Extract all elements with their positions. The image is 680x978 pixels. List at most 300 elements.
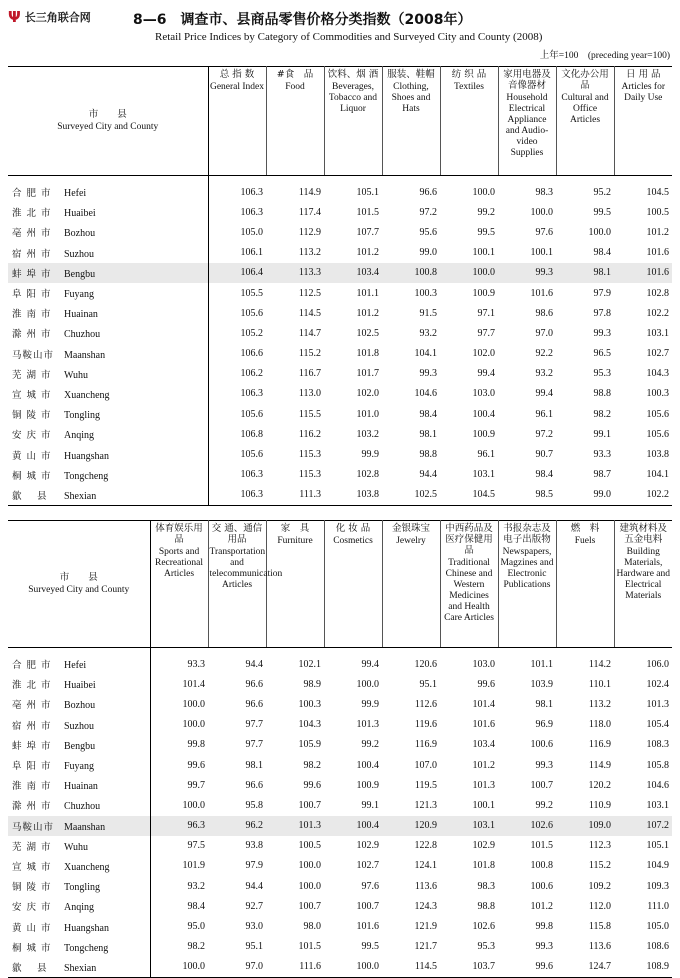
city-name-en: Fuyang [64,289,94,301]
index-value-cell: 119.5 [414,779,437,791]
index-value-cell: 100.9 [472,428,495,440]
index-value-cell: 100.0 [182,961,205,973]
index-value-cell: 103.8 [646,449,669,461]
index-value-cell: 102.1 [298,658,321,670]
index-value-cell: 98.4 [419,408,437,420]
city-cell [8,735,150,755]
index-value-cell: 116.9 [588,739,611,751]
index-value-cell: 99.6 [303,779,321,791]
column-header [440,67,498,176]
index-value-cell: 96.1 [535,408,553,420]
column-header [498,521,556,648]
index-value-cell: 95.2 [593,186,611,198]
city-name-zh: 安 庆 市 [12,430,52,442]
index-value-cell: 100.0 [356,961,379,973]
table-row [8,444,672,464]
index-value-cell: 124.3 [414,900,437,912]
city-name-en: Maanshan [64,349,106,361]
city-name-en: Suzhou [64,720,94,732]
index-value-cell: 100.3 [298,698,321,710]
page-title-en: Retail Price Indices by Category of Commodities and Surveyed City and County (2008) [155,31,543,43]
index-value-cell: 100.8 [530,860,553,872]
index-value-cell: 101.6 [356,921,379,933]
index-value-cell: 105.8 [646,759,669,771]
index-value-cell: 95.1 [245,941,263,953]
index-value-cell: 97.6 [535,226,553,238]
index-value-cell: 104.6 [414,388,437,400]
column-header-en: Clothing, Shoes and Hats [391,82,431,114]
table-row [8,424,672,444]
city-name-zh: 淮 南 市 [12,309,52,321]
price-index-table-2 [8,520,672,978]
table-row [8,957,672,978]
table-row [8,775,672,795]
index-value-cell: 100.3 [414,287,437,299]
index-value-cell: 100.4 [324,816,382,836]
index-value-cell: 96.6 [245,698,263,710]
index-value-cell: 93.2 [187,880,205,892]
table-row [8,648,672,675]
column-header-zh: 纺 织 品 [451,69,487,80]
index-value-cell: 102.4 [646,678,669,690]
city-column-header [8,67,208,176]
index-value-cell: 101.3 [646,698,669,710]
index-value-cell: 120.2 [588,779,611,791]
index-value-cell: 93.0 [245,921,263,933]
index-value-cell: 121.9 [414,921,437,933]
index-value-cell: 113.6 [414,880,437,892]
index-value-cell: 111.6 [299,961,321,973]
index-value-cell: 95.3 [593,368,611,380]
city-cell [8,404,208,424]
index-value-cell: 93.8 [245,840,263,852]
index-value-cell: 104.5 [472,489,495,501]
column-header [440,521,498,648]
column-header-en: Beverages, Tobacco and Liquor [328,82,378,114]
city-column-header [8,521,150,648]
city-header-zh: 市 县 [59,572,98,583]
city-name-zh: 铜 陵 市 [12,410,52,422]
index-value-cell: 105.1 [356,186,379,198]
table-row [8,303,672,323]
column-header [614,521,672,648]
column-header-zh: 体育娱乐用 品 [155,523,213,545]
index-value-cell: 105.0 [646,921,669,933]
index-value-cell: 102.2 [646,489,669,501]
city-name-zh: 淮 南 市 [12,781,52,793]
index-value-cell: 100.7 [530,779,553,791]
index-value-cell: 101.7 [356,368,379,380]
index-value-cell: 98.4 [535,469,553,481]
index-value-cell: 97.7 [477,327,495,339]
city-name-en: Chuzhou [64,329,101,341]
column-header [556,67,619,176]
index-value-cell: 122.8 [414,840,437,852]
column-header-en: Fuels [574,536,596,546]
city-name-zh: 马鞍山市 [12,349,55,361]
index-value-cell: 110.9 [588,799,611,811]
city-name-zh: 黄 山 市 [12,922,52,934]
city-cell [8,896,150,916]
city-name-en: Huainan [64,781,98,793]
index-value-cell: 105.2 [240,327,263,339]
page-title-zh: 8—6 调查市、县商品零售价格分类指数（2008年） [133,12,472,28]
index-value-cell: 99.3 [593,327,611,339]
index-value-cell: 102.9 [472,840,495,852]
index-value-cell: 101.8 [472,860,495,872]
city-name-zh: 黄 山 市 [12,450,52,462]
index-value-cell: 103.1 [472,469,495,481]
table-row [8,876,672,896]
index-value-cell: 100.9 [356,779,379,791]
city-cell [8,283,208,303]
index-value-cell: 97.9 [245,860,263,872]
index-value-cell: 107.0 [414,759,437,771]
index-value-cell: 101.8 [356,348,379,360]
index-value-cell: 99.2 [535,799,553,811]
city-cell [8,222,208,242]
city-name-zh: 亳 州 市 [12,228,52,240]
column-header-en: General Index [209,82,265,92]
city-cell [8,263,208,283]
table-row [8,795,672,815]
index-value-cell: 99.5 [477,226,495,238]
index-value-cell: 103.0 [472,388,495,400]
city-name-en: Wuhu [64,369,89,381]
table-row [8,263,672,283]
column-header-zh: 家 具 [280,523,310,534]
column-header-en: Cosmetics [333,536,373,546]
index-value-cell: 103.2 [356,428,379,440]
column-header [382,67,440,176]
city-name-zh: 马鞍山市 [12,821,55,833]
index-value-cell: 98.2 [303,759,321,771]
column-header-en: Jewelry [396,536,426,546]
index-value-cell: 99.4 [477,368,495,380]
index-value-cell: 115.2 [588,860,611,872]
table-row [8,344,672,364]
index-value-cell: 101.1 [530,658,553,670]
city-name-zh: 阜 阳 市 [12,761,52,773]
city-name-en: Hefei [64,188,87,200]
index-value-cell: 112.0 [588,900,611,912]
city-header-zh: 市 县 [88,109,127,120]
index-value-cell: 107.7 [356,226,379,238]
index-value-cell: 103.1 [440,816,498,836]
index-value-cell: 99.6 [535,961,553,973]
index-value-cell: 93.3 [187,658,205,670]
index-value-cell: 99.2 [477,206,495,218]
unit-note: 上年=100 (preceding year=100) [539,51,670,61]
index-value-cell: 99.8 [187,739,205,751]
column-header-zh: 总 指 数 [219,69,255,80]
column-header-zh: 饮料、烟 酒 [327,69,379,80]
index-value-cell: 101.6 [646,247,669,259]
index-value-cell: 104.1 [414,348,437,360]
index-value-cell: 102.0 [356,388,379,400]
column-header-zh: 日 用 品 [625,69,661,80]
index-value-cell: 100.1 [472,799,495,811]
city-name-zh: 蚌 埠 市 [12,268,52,280]
table-row [8,404,672,424]
city-cell [8,384,208,404]
index-value-cell: 95.0 [187,921,205,933]
index-value-cell: 114.9 [588,759,611,771]
table-row [8,937,672,957]
index-value-cell: 117.4 [298,206,321,218]
index-value-cell: 109.0 [556,816,614,836]
index-value-cell: 101.4 [182,678,205,690]
index-value-cell: 98.3 [477,880,495,892]
index-value-cell: 98.2 [593,408,611,420]
index-value-cell: 112.3 [588,840,611,852]
logo-icon: Ψ [8,8,21,26]
table-row [8,323,672,343]
city-cell [8,323,208,343]
index-value-cell: 114.9 [298,186,321,198]
table-row [8,283,672,303]
index-value-cell: 118.0 [588,719,611,731]
index-value-cell: 101.3 [266,816,324,836]
city-cell [8,775,150,795]
index-value-cell: 105.6 [646,408,669,420]
index-value-cell: 114.7 [298,327,321,339]
index-value-cell: 96.6 [245,678,263,690]
index-value-cell: 101.5 [298,941,321,953]
index-value-cell: 124.7 [588,961,611,973]
city-name-en: Hefei [64,660,87,672]
city-name-en: Suzhou [64,248,94,260]
column-header-en: Newspapers, Magzines and Electronic Publications [500,547,554,590]
index-value-cell: 99.9 [361,698,379,710]
logo-text: 长三角联合网 [24,11,91,24]
index-value-cell: 109.3 [646,880,669,892]
table-header-row [8,67,672,176]
city-name-zh: 滁 州 市 [12,329,52,341]
city-name-en: Anqing [64,430,94,442]
index-value-cell: 105.6 [240,449,263,461]
index-value-cell: 94.4 [419,469,437,481]
index-value-cell: 99.4 [361,658,379,670]
column-header [382,521,440,648]
index-value-cell: 100.5 [646,206,669,218]
index-value-cell: 98.0 [303,921,321,933]
column-header-en: Textiles [454,82,484,92]
city-cell [8,836,150,856]
column-header-en: Transportation and telecommunication Articles [209,547,283,590]
city-name-en: Chuzhou [64,801,101,813]
column-header-en: Household Electrical Appliance and Audio-video Supplies [505,93,549,158]
city-cell [8,856,150,876]
index-value-cell: 102.8 [646,287,669,299]
index-value-cell: 104.3 [646,368,669,380]
index-value-cell: 103.0 [472,658,495,670]
index-value-cell: 101.0 [356,408,379,420]
index-value-cell: 95.8 [245,799,263,811]
index-value-cell: 103.7 [472,961,495,973]
column-header-zh: 家用电器及音像器材 [503,69,551,91]
index-value-cell: 111.0 [647,900,669,912]
index-value-cell: 99.3 [535,941,553,953]
index-value-cell: 99.4 [535,388,553,400]
index-value-cell: 120.9 [382,816,440,836]
column-header-zh: 燃 料 [570,523,600,534]
index-value-cell: 98.8 [477,900,495,912]
index-value-cell: 112.9 [298,226,321,238]
column-header [614,67,672,176]
city-name-en: Shexian [64,490,97,502]
index-value-cell: 115.2 [298,348,321,360]
city-cell [8,715,150,735]
city-name-en: Xuancheng [64,861,110,873]
index-value-cell: 101.2 [356,247,379,259]
index-value-cell: 106.3 [240,186,263,198]
city-cell [8,465,208,485]
index-value-cell: 108.9 [646,961,669,973]
index-value-cell: 101.6 [530,287,553,299]
index-value-cell: 93.2 [419,327,437,339]
index-value-cell: 101.4 [472,698,495,710]
city-name-zh: 芜 湖 市 [12,369,52,381]
index-value-cell: 98.4 [593,247,611,259]
index-value-cell: 99.5 [593,206,611,218]
index-value-cell: 103.9 [530,678,553,690]
column-header-zh: 服装、鞋帽 [387,69,435,80]
table-row [8,816,672,836]
index-value-cell: 99.6 [187,759,205,771]
city-header-en: Surveyed City and County [28,585,130,595]
index-value-cell: 96.3 [150,816,208,836]
index-value-cell: 124.1 [414,860,437,872]
city-name-en: Shexian [64,962,97,974]
table-row [8,735,672,755]
city-header-en: Surveyed City and County [57,122,159,132]
column-header [208,521,283,648]
index-value-cell: 103.1 [646,799,669,811]
column-header-en: Furniture [277,536,313,546]
index-value-cell: 116.2 [298,428,321,440]
table-row [8,384,672,404]
index-value-cell: 107.2 [614,816,672,836]
index-value-cell: 101.3 [472,779,495,791]
index-value-cell: 96.1 [477,449,495,461]
city-cell [8,795,150,815]
index-value-cell: 97.7 [245,719,263,731]
index-value-cell: 108.3 [646,739,669,751]
index-value-cell: 102.0 [472,348,495,360]
index-value-cell: 98.1 [419,428,437,440]
index-value-cell: 100.6 [530,739,553,751]
city-cell [8,648,150,675]
index-value-cell: 106.6 [240,348,263,360]
index-value-cell: 106.3 [240,489,263,501]
index-value-cell: 100.0 [588,226,611,238]
city-cell [8,243,208,263]
index-value-cell: 99.0 [419,247,437,259]
index-value-cell: 102.9 [356,840,379,852]
city-cell [8,364,208,384]
city-name-zh: 亳 州 市 [12,700,52,712]
index-value-cell: 105.6 [646,428,669,440]
index-value-cell: 99.7 [187,779,205,791]
index-value-cell: 103.4 [324,263,382,283]
column-header-en: Articles for Daily Use [621,82,666,103]
column-header-zh: 金银珠宝 [391,523,430,534]
index-value-cell: 100.0 [182,799,205,811]
index-value-cell: 104.3 [298,719,321,731]
index-value-cell: 119.6 [414,719,437,731]
city-name-en: Tongcheng [64,470,109,482]
city-name-en: Anqing [64,902,94,914]
index-value-cell: 97.6 [361,880,379,892]
index-value-cell: 116.9 [414,739,437,751]
index-value-cell: 113.6 [588,941,611,953]
city-name-zh: 安 庆 市 [12,902,52,914]
city-name-en: Bozhou [64,700,96,712]
index-value-cell: 97.0 [535,327,553,339]
column-header-en: Building Materials, Hardware and Electrical Materials [616,547,671,601]
table-header-row [8,521,672,648]
index-value-cell: 98.8 [419,449,437,461]
column-header [150,521,213,648]
index-value-cell: 100.9 [472,287,495,299]
index-value-cell: 102.2 [646,307,669,319]
index-value-cell: 105.6 [240,408,263,420]
index-value-cell: 101.2 [472,759,495,771]
index-value-cell: 114.5 [414,961,437,973]
index-value-cell: 99.6 [477,678,495,690]
index-value-cell: 100.8 [382,263,440,283]
index-value-cell: 111.3 [299,489,321,501]
index-value-cell: 102.6 [472,921,495,933]
index-value-cell: 99.2 [361,739,379,751]
index-value-cell: 98.7 [593,469,611,481]
city-name-en: Tongling [64,410,100,422]
table-row [8,222,672,242]
index-value-cell: 108.6 [646,941,669,953]
column-header [324,521,382,648]
index-value-cell: 113.3 [266,263,324,283]
index-value-cell: 97.0 [245,961,263,973]
index-value-cell: 97.5 [187,840,205,852]
city-name-en: Tongcheng [64,942,109,954]
city-cell [8,937,150,957]
index-value-cell: 96.6 [245,779,263,791]
index-value-cell: 106.3 [240,469,263,481]
index-value-cell: 121.7 [414,941,437,953]
index-value-cell: 97.1 [477,307,495,319]
index-value-cell: 104.9 [646,860,669,872]
index-value-cell: 98.3 [535,186,553,198]
index-value-cell: 97.8 [593,307,611,319]
table-row [8,485,672,506]
index-value-cell: 105.6 [240,307,263,319]
index-value-cell: 98.1 [245,759,263,771]
table-row [8,243,672,263]
index-value-cell: 96.2 [208,816,266,836]
column-header [266,521,324,648]
table-row [8,715,672,735]
index-value-cell: 100.0 [356,678,379,690]
index-value-cell: 101.2 [530,900,553,912]
index-value-cell: 115.3 [298,449,321,461]
index-value-cell: 102.7 [646,348,669,360]
column-header-zh: #食 品 [276,69,314,80]
city-name-en: Huangshan [64,450,109,462]
index-value-cell: 97.2 [535,428,553,440]
column-header-zh: 文化办公用 品 [561,69,619,91]
index-value-cell: 98.2 [187,941,205,953]
